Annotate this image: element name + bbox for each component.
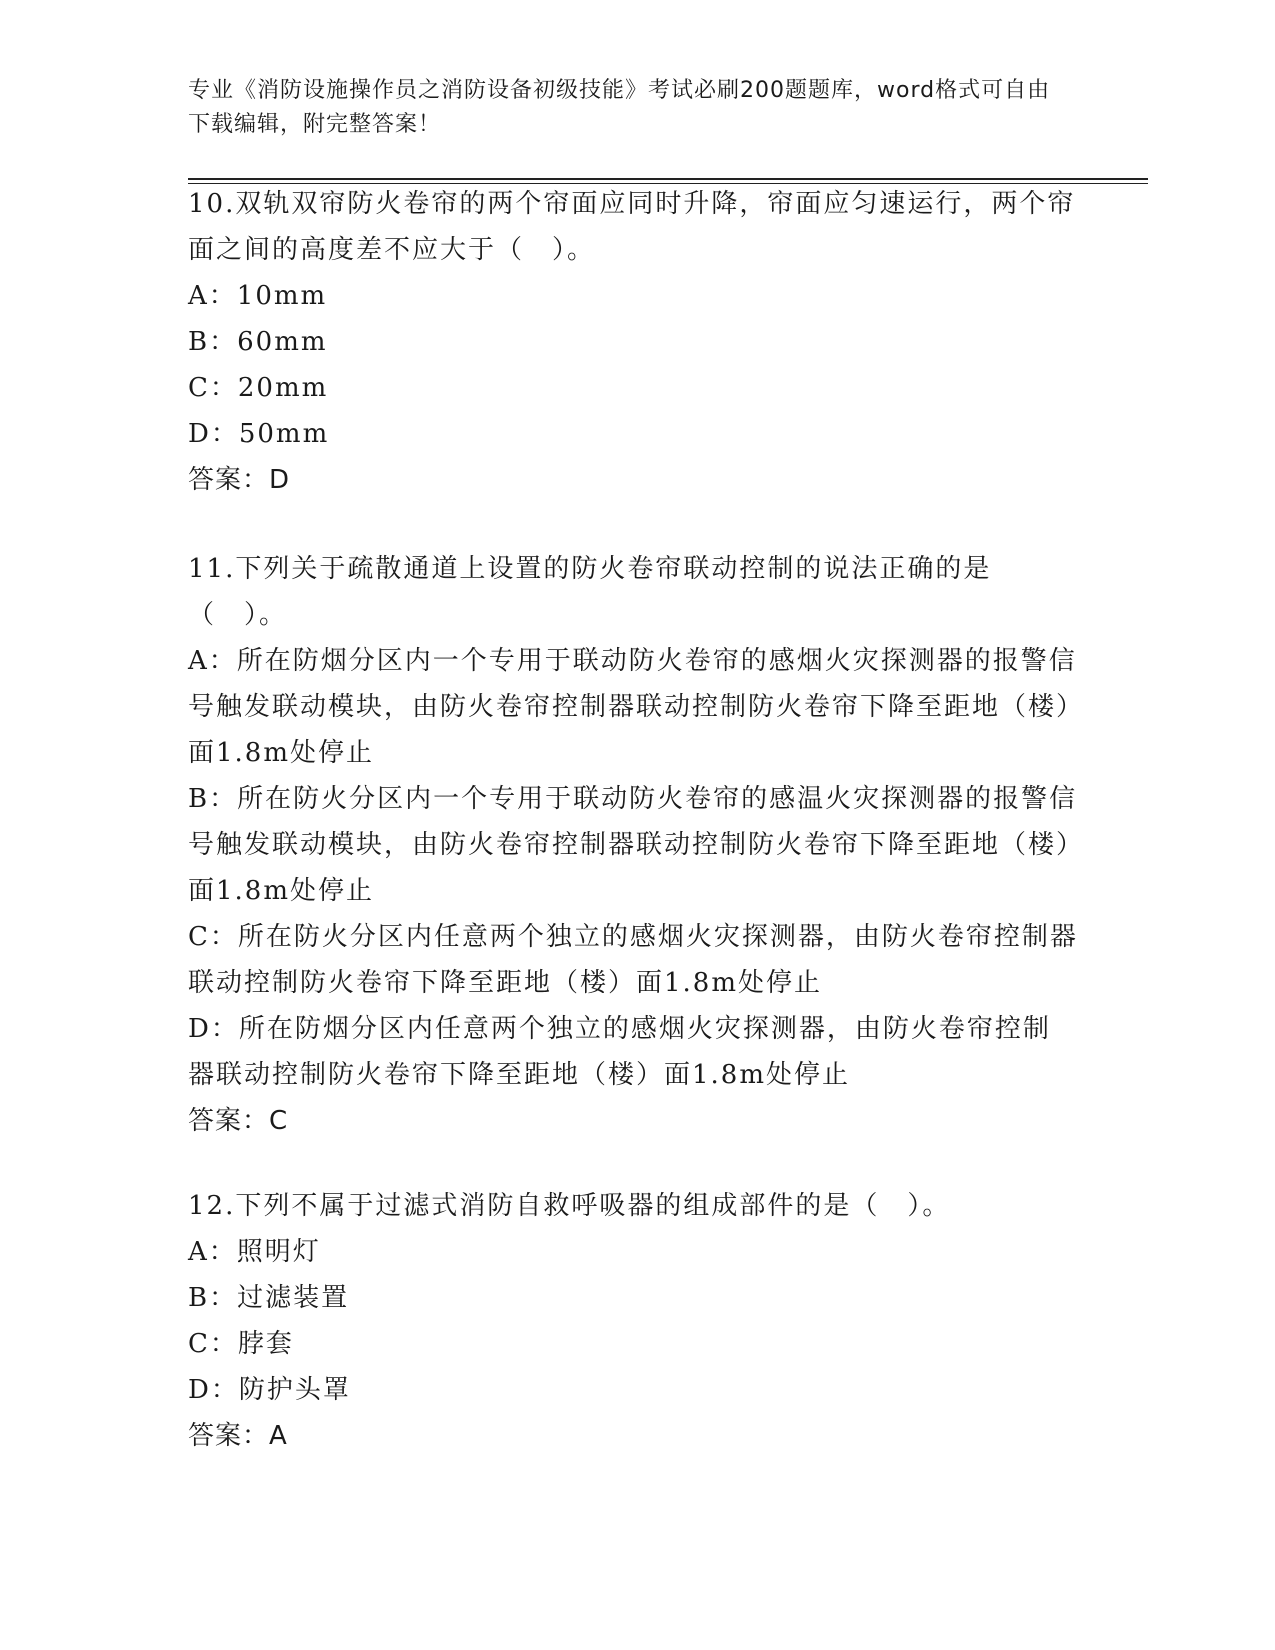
option-b: B：所在防火分区内一个专用于联动防火卷帘的感温火灾探测器的报警信号触发联动模块，由防火卷帘控制器联动控制防火卷帘下降至距地（楼）面1.8m处停止: [188, 784, 1078, 906]
question-text: 12.下列不属于过滤式消防自救呼吸器的组成部件的是（ ）。: [188, 1191, 951, 1221]
option-a: A：10mm: [188, 281, 328, 311]
option-d: D：50mm: [188, 419, 330, 449]
question-12: [188, 1183, 1078, 1459]
answer: 答案：A: [188, 1421, 288, 1451]
option-d: D：所在防烟分区内任意两个独立的感烟火灾探测器，由防火卷帘控制器联动控制防火卷帘下降至距地（楼）面1.8m处停止: [188, 1014, 1051, 1090]
question-10: [188, 181, 1078, 503]
option-a: A：照明灯: [188, 1237, 321, 1267]
document-intro: 专业《消防设施操作员之消防设备初级技能》考试必刷200题题库，word格式可自由下载编辑，附完整答案！: [188, 78, 1051, 137]
option-c: C：脖套: [188, 1329, 294, 1359]
question-11: [188, 546, 1078, 1144]
option-a: A：所在防烟分区内一个专用于联动防火卷帘的感烟火灾探测器的报警信号触发联动模块，由防火卷帘控制器联动控制防火卷帘下降至距地（楼）面1.8m处停止: [188, 646, 1077, 768]
option-c: C：所在防火分区内任意两个独立的感烟火灾探测器，由防火卷帘控制器联动控制防火卷帘下降至距地（楼）面1.8m处停止: [188, 922, 1078, 998]
answer: 答案：C: [188, 1106, 289, 1136]
question-text: 10.双轨双帘防火卷帘的两个帘面应同时升降，帘面应匀速运行，两个帘面之间的高度差不应大于（ ）。: [188, 189, 1076, 265]
question-text: 11.下列关于疏散通道上设置的防火卷帘联动控制的说法正确的是（ ）。: [188, 554, 992, 630]
option-b: B：过滤装置: [188, 1283, 350, 1313]
header-divider: [188, 178, 1148, 180]
option-d: D：防护头罩: [188, 1375, 351, 1405]
option-b: B：60mm: [188, 327, 328, 357]
answer: 答案：D: [188, 465, 291, 495]
option-c: C：20mm: [188, 373, 329, 403]
